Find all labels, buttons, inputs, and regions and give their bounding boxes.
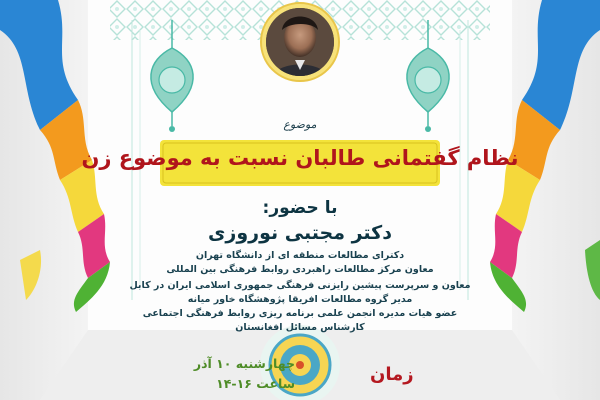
speaker-photo	[261, 3, 339, 81]
bio-line: دکترای مطالعات منطقه ای از دانشگاه تهران	[195, 250, 405, 261]
presence-label: با حضور:	[262, 198, 338, 218]
event-date: چهارشنبه ۱۰ آذر	[193, 356, 295, 371]
event-hour: ساعت ۱۶-۱۴	[216, 376, 295, 391]
bio-line: مدیر گروه مطالعات افریقا پژوهشگاه خاور میانه	[187, 294, 413, 305]
bio-line: معاون مرکز مطالعات راهبردی روابط فرهنگی بین المللی	[166, 264, 434, 275]
speaker-name: دکتر مجتبی نوروزی	[208, 222, 392, 244]
topic-label: موضوع	[283, 118, 317, 131]
bio-line: عضو هیات مدیره انجمن علمی برنامه ریزی روابط فرهنگی اجتماعی	[142, 308, 458, 319]
time-label: زمان	[370, 364, 414, 385]
event-title: نظام گفتمانی طالبان نسبت به موضوع زن	[81, 146, 519, 170]
bio-line: کارشناس مسائل افغانستان	[235, 322, 365, 333]
bio-line: معاون و سرپرست پیشین رایزنی فرهنگی جمهوری اسلامی ایران در کابل	[129, 280, 471, 291]
